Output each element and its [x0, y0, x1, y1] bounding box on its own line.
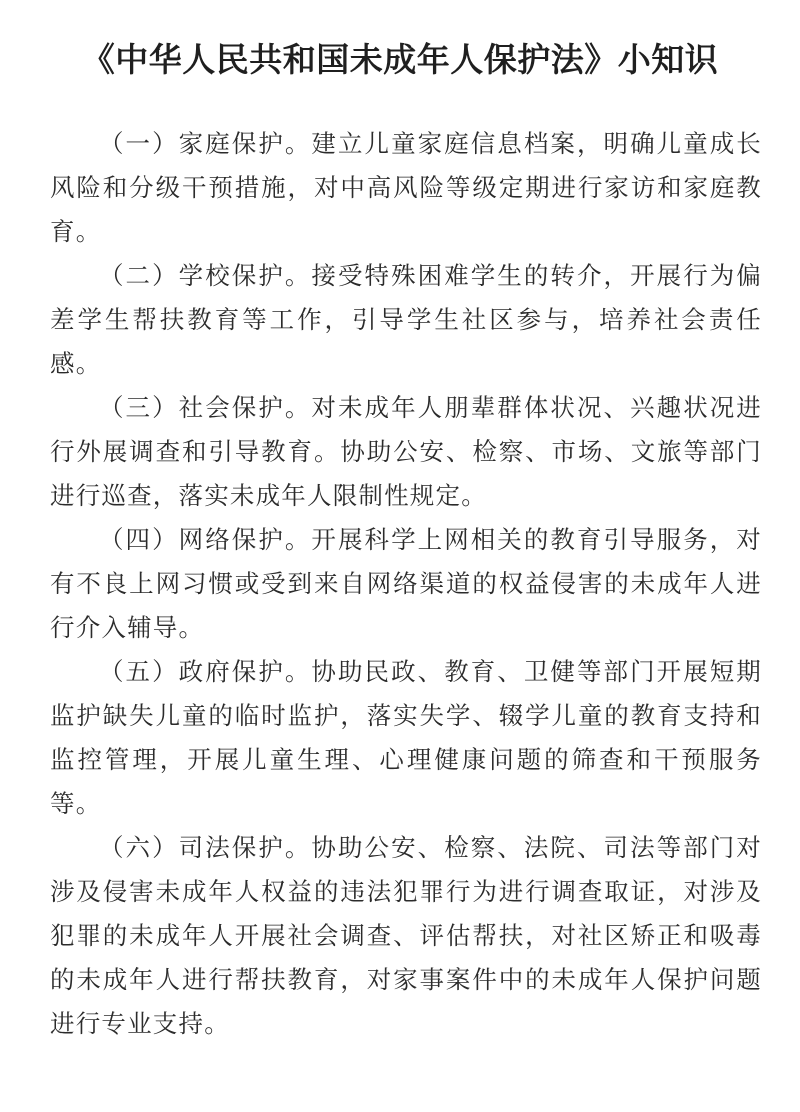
paragraph-social-protection: （三）社会保护。对未成年人朋辈群体状况、兴趣状况进行外展调查和引导教育。协助公安、检察、市场、文旅等部门进行巡查，落实未成年人限制性规定。: [50, 393, 762, 510]
paragraph-judicial-protection: （六）司法保护。协助公安、检察、法院、司法等部门对涉及侵害未成年人权益的违法犯罪行为进行调查取证，对涉及犯罪的未成年人开展社会调查、评估帮扶，对社区矫正和吸毒的未成年人进行帮扶教育，对家事案件中的未成年人保护问题进行专业支持。: [50, 833, 762, 1038]
paragraph-government-protection: （五）政府保护。协助民政、教育、卫健等部门开展短期监护缺失儿童的临时监护，落实失学、辍学儿童的教育支持和监控管理，开展儿童生理、心理健康问题的筛查和干预服务等。: [50, 657, 762, 818]
document-title: 《中华人民共和国未成年人保护法》小知识: [81, 40, 719, 79]
document-body: [50, 122, 762, 1046]
paragraph-family-protection: （一）家庭保护。建立儿童家庭信息档案，明确儿童成长风险和分级干预措施，对中高风险等级定期进行家访和家庭教育。: [50, 129, 762, 246]
paragraph-school-protection: （二）学校保护。接受特殊困难学生的转介，开展行为偏差学生帮扶教育等工作，引导学生社区参与，培养社会责任感。: [50, 261, 762, 378]
paragraph-network-protection: （四）网络保护。开展科学上网相关的教育引导服务，对有不良上网习惯或受到来自网络渠道的权益侵害的未成年人进行介入辅导。: [50, 525, 762, 642]
